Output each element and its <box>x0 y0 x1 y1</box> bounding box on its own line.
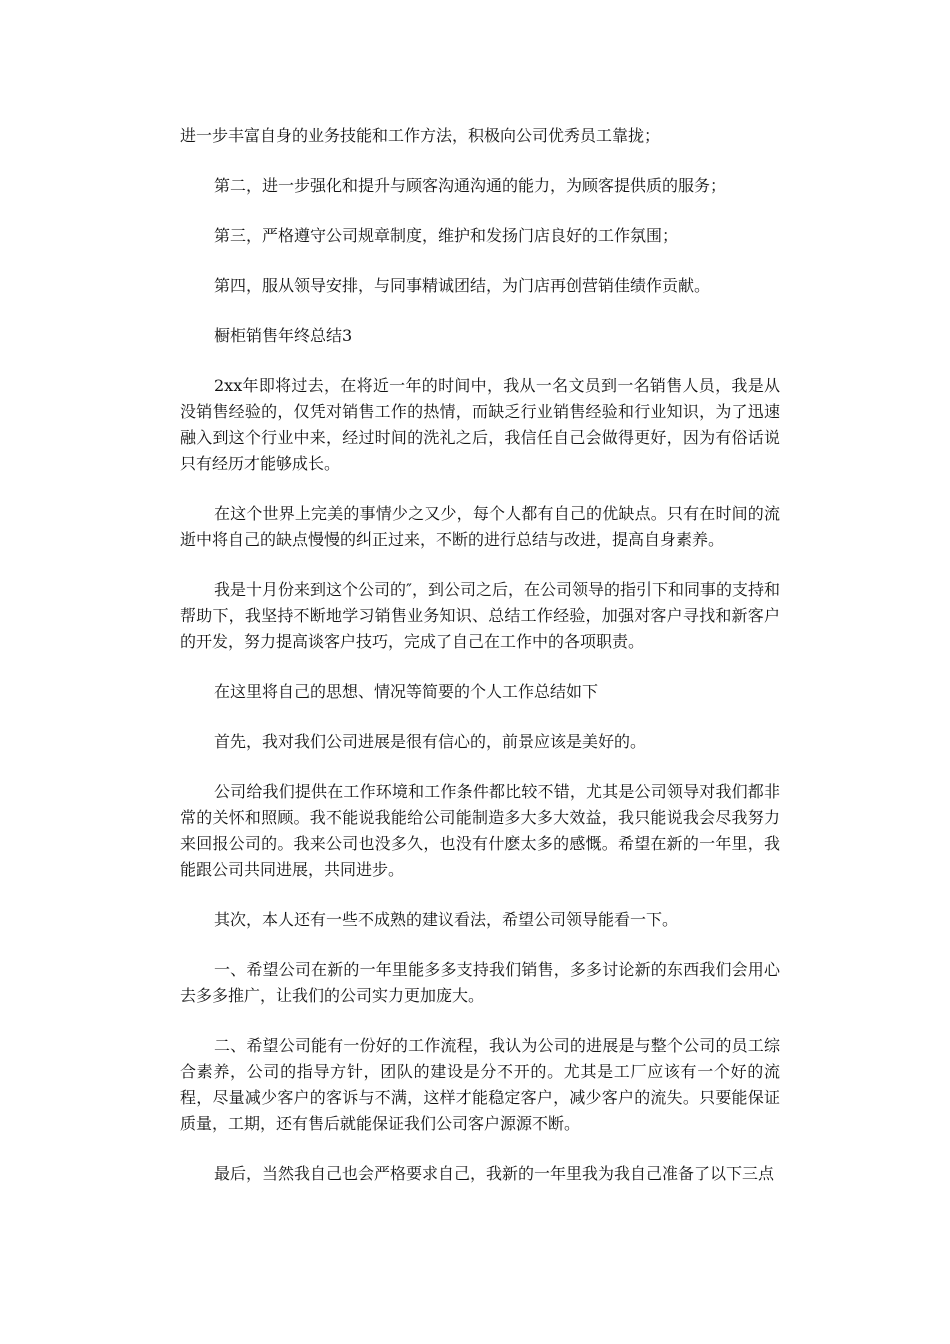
document-body <box>180 123 780 1211</box>
paragraph-company: 公司给我们提供在工作环境和工作条件都比较不错，尤其是公司领导对我们都非常的关怀和照顾。我不能说我能给公司能制造多大多大效益，我只能说我会尽我努力来回报公司的。我来公司也没多久，也没有什麽太多的感慨。希望在新的一年里，我能跟公司共同进展，共同进步。 <box>180 782 780 879</box>
paragraph-suggestion-one: 一、希望公司在新的一年里能多多支持我们销售，多多讨论新的东西我们会用心去多多推广，让我们的公司实力更加庞大。 <box>180 960 780 1005</box>
paragraph-joining: 我是十月份来到这个公司的″，到公司之后，在公司领导的指引下和同事的支持和帮助下，我坚持不断地学习销售业务知识、总结工作经验，加强对客户寻找和新客户的开发，努力提高谈客户技巧，完成了自己在工作中的各项职责。 <box>180 580 780 651</box>
paragraph-reflection: 在这个世界上完美的事情少之又少，每个人都有自己的优缺点。只有在时间的流逝中将自己的缺点慢慢的纠正过来，不断的进行总结与改进，提高自身素养。 <box>180 504 780 549</box>
paragraph-finally: 最后，当然我自己也会严格要求自己，我新的一年里我为我自己准备了以下三点 <box>214 1164 775 1183</box>
paragraph-intro: 2xx年即将过去，在将近一年的时间中，我从一名文员到一名销售人员，我是从没销售经验的，仅凭对销售工作的热情，而缺乏行业销售经验和行业知识，为了迅速融入到这个行业中来，经过时间的洗礼之后，我信任自己会做得更好，因为有俗话说只有经历才能够成长。 <box>180 376 780 473</box>
paragraph-fourth-point: 第四，服从领导安排，与同事精诚团结，为门店再创营销佳绩作贡献。 <box>214 276 711 295</box>
paragraph-first: 首先，我对我们公司进展是很有信心的，前景应该是美好的。 <box>214 732 647 751</box>
paragraph-summary-intro: 在这里将自己的思想、情况等简要的个人工作总结如下 <box>214 682 599 701</box>
paragraph-third-point: 第三，严格遵守公司规章制度，维护和发扬门店良好的工作氛围； <box>214 226 679 245</box>
paragraph-second-point: 第二，进一步强化和提升与顾客沟通沟通的能力，为顾客提供质的服务； <box>214 176 727 195</box>
paragraph-continuation: 进一步丰富自身的业务技能和工作方法，积极向公司优秀员工靠拢； <box>180 126 661 145</box>
section-heading: 橱柜销售年终总结3 <box>214 326 353 345</box>
paragraph-suggestion-two: 二、希望公司能有一份好的工作流程，我认为公司的进展是与整个公司的员工综合素养，公司的指导方针，团队的建设是分不开的。尤其是工厂应该有一个好的流程，尽量减少客户的客诉与不满，这样才能稳定客户，减少客户的流失。只要能保证质量，工期，还有售后就能保证我们公司客户源源不断。 <box>180 1036 780 1133</box>
paragraph-second: 其次，本人还有一些不成熟的建议看法，希望公司领导能看一下。 <box>214 910 679 929</box>
